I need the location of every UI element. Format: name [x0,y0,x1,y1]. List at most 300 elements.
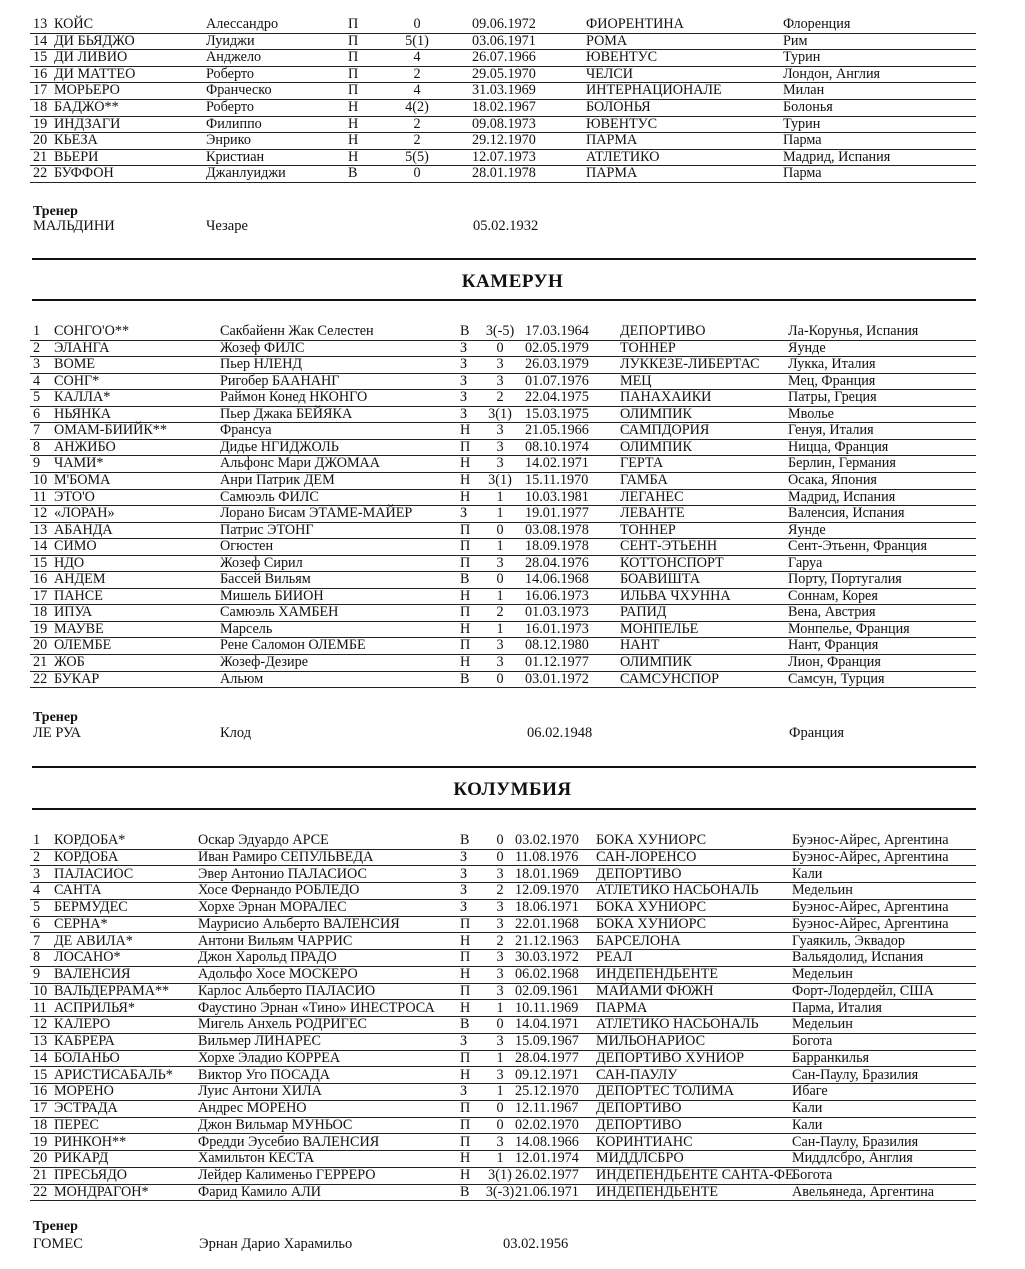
player-number: 16 [33,571,48,588]
player-surname: СОНГ* [54,372,100,389]
player-row [30,916,976,934]
player-caps: 3 [496,982,504,999]
player-surname: ДИ МАТТЕО [54,65,136,82]
player-first-name: Хамильтон КЕСТА [198,1150,315,1167]
player-row [30,356,976,374]
player-number: 12 [33,1016,48,1033]
player-number: 8 [33,438,41,455]
player-birth-date: 12.11.1967 [515,1100,579,1116]
player-caps: 2 [496,882,504,899]
player-club: ДЕПОРТИВО [620,323,706,339]
player-caps: 3(1) [488,471,512,488]
player-club: КОТТОНСПОРТ [620,554,724,571]
player-club-city: Болонья [783,99,833,115]
player-surname: ПЕРЕС [54,1116,99,1133]
player-first-name: Раймон Конед НКОНГО [220,389,368,406]
player-club-city: Генуя, Италия [788,422,874,439]
player-row [30,983,976,1001]
player-first-name: Хорхе Эладио КОРРЕА [198,1049,341,1066]
player-row [30,1016,976,1034]
player-caps: 3 [496,966,504,982]
player-number: 18 [33,604,48,621]
player-first-name: Энрико [206,132,251,149]
player-number: 15 [33,49,48,66]
player-caps: 1 [496,538,504,555]
player-club-city: Яунде [788,521,826,538]
player-first-name: Оскар Эдуардо АРСЕ [198,832,329,848]
player-surname: БУФФОН [54,165,114,182]
player-surname: ВАЛЕНСИЯ [54,966,131,982]
player-surname: ЭЛАНГА [54,339,110,356]
player-number: 2 [33,848,41,865]
player-surname: БОЛАНЬО [54,1049,120,1066]
player-number: 7 [33,422,41,439]
player-first-name: Алессандро [206,16,279,32]
player-row [30,882,976,900]
section-rule-top [32,299,976,301]
player-birth-date: 02.02.1970 [515,1116,579,1133]
player-birth-date: 15.09.1967 [515,1033,579,1049]
player-row [30,132,976,150]
player-club-city: Мадрид, Испания [783,148,891,165]
player-birth-date: 01.03.1973 [525,604,589,621]
player-birth-date: 21.06.1971 [515,1183,579,1200]
player-surname: СИМО [54,538,97,555]
player-surname: ДЕ АВИЛА* [54,932,133,949]
player-position: В [460,571,470,588]
player-club: АТЛЕТИКО НАСЬОНАЛЬ [596,1016,759,1033]
player-row [30,489,976,507]
team-title: КОЛУМБИЯ [453,779,572,800]
player-club: ЛЕГАНЕС [620,488,684,505]
player-club-city: Турин [783,49,821,66]
player-number: 18 [33,99,48,115]
player-caps: 3 [496,438,504,455]
player-club-city: Авельянеда, Аргентина [792,1183,935,1200]
player-club-city: Валенсия, Испания [788,505,905,522]
player-club: АТЛЕТИКО [586,148,660,165]
player-surname: ВОМЕ [54,356,95,373]
coach-label: Тренер [33,204,78,219]
player-club-city: Рим [783,32,808,49]
player-position: Н [460,966,471,982]
player-caps: 3 [496,554,504,571]
player-club-city: Ницца, Франция [788,438,889,455]
player-row [30,849,976,867]
player-number: 18 [33,1116,48,1133]
player-first-name: Лейдер Калименьо ГЕРРЕРО [198,1167,376,1183]
player-first-name: Роберто [206,65,254,82]
player-surname: КАЛЕРО [54,1016,111,1033]
player-birth-date: 16.01.1973 [525,620,589,637]
player-caps: 2 [496,604,504,621]
player-number: 17 [33,587,48,604]
player-number: 11 [33,488,47,505]
player-first-name: Дидье НГИДЖОЛЬ [220,438,339,455]
player-surname: ИНДЗАГИ [54,115,121,132]
player-position: П [460,604,471,621]
player-position: Н [460,999,471,1016]
player-caps: 3 [496,949,504,966]
coach-birth-date: 05.02.1932 [473,218,539,234]
player-number: 13 [33,1033,48,1049]
player-club-city: Парма, Италия [792,999,882,1016]
player-club: ЛЕВАНТЕ [620,505,685,522]
player-surname: МАУВЕ [54,620,104,637]
player-club: ПАНАХАИКИ [620,389,712,406]
player-row [30,16,976,34]
player-club-city: Мволье [788,405,834,422]
player-row [30,505,976,523]
player-club-city: Сан-Паулу, Бразилия [792,1066,919,1083]
player-position: П [348,82,359,99]
player-club: БОКА ХУНИОРС [596,899,707,915]
coach-birth-date: 06.02.1948 [527,725,593,741]
player-first-name: Сакбайенн Жак Селестен [220,323,374,339]
player-caps: 3(1) [488,1167,512,1183]
player-club-city: Монпелье, Франция [788,620,910,637]
player-position: В [460,1016,470,1033]
player-club: САМСУНСПОР [620,670,720,687]
player-row [30,439,976,457]
player-position: П [460,949,471,966]
player-first-name: Антони Вильям ЧАРРИС [198,932,353,949]
player-club: ЛУККЕЗЕ-ЛИБЕРТАС [620,356,760,373]
player-first-name: Хосе Фернандо РОБЛЕДО [198,882,360,899]
player-surname: КЬЕЗА [54,132,98,149]
player-row [30,49,976,67]
player-row [30,1117,976,1135]
player-number: 7 [33,932,41,949]
coach-surname: ЛЕ РУА [33,725,81,741]
player-first-name: Джон Вильмар МУНЬОС [198,1116,353,1133]
player-first-name: Огюстен [220,538,274,555]
player-birth-date: 02.09.1961 [515,982,579,999]
player-club-city: Самсун, Турция [788,670,885,687]
player-birth-date: 14.08.1966 [515,1133,579,1150]
player-number: 21 [33,148,48,165]
player-club-city: Кали [792,865,823,882]
player-club: ОЛИМПИК [620,405,692,422]
player-surname: ЖОБ [54,654,85,670]
player-birth-date: 15.03.1975 [525,405,589,422]
player-surname: ДИ ЛИВИО [54,49,128,66]
player-number: 6 [33,405,41,422]
player-number: 21 [33,1167,48,1183]
player-birth-date: 28.01.1978 [472,165,536,182]
player-first-name: Хорхе Эрнан МОРАЛЕС [198,899,347,915]
player-position: П [460,521,471,538]
player-first-name: Джанлуиджи [206,165,286,182]
player-number: 12 [33,505,48,522]
coach-birth-date: 03.02.1956 [503,1236,569,1252]
player-club-city: Буэнос-Айрес, Аргентина [792,899,949,915]
player-row [30,1083,976,1101]
player-number: 4 [33,882,41,899]
player-row [30,1050,976,1068]
player-surname: ОЛЕМБЕ [54,637,112,654]
player-surname: ОМАМ-БИИЙК** [54,422,167,439]
player-surname: КАБРЕРА [54,1033,115,1049]
player-number: 19 [33,115,48,132]
player-surname: МОРЬЕРО [54,82,120,99]
player-club-city: Флоренция [783,16,851,32]
player-club-city: Кали [792,1100,823,1116]
player-caps: 4 [413,82,421,99]
player-surname: ПАНСЕ [54,587,103,604]
player-number: 4 [33,372,41,389]
player-caps: 0 [496,848,504,865]
player-club: РЕАЛ [596,949,633,966]
player-first-name: Иван Рамиро СЕПУЛЬВЕДА [198,848,374,865]
player-position: Н [460,422,471,439]
player-birth-date: 10.03.1981 [525,488,589,505]
player-club-city: Медельин [792,1016,853,1033]
player-caps: 0 [496,1116,504,1133]
player-first-name: Самюэль ФИЛС [220,488,319,505]
player-number: 1 [33,323,41,339]
player-club: ТОННЕР [620,339,676,356]
coach-country: Франция [789,725,845,741]
player-club-city: Барранкилья [792,1049,870,1066]
player-caps: 5(5) [405,148,429,165]
player-club: САМПДОРИЯ [620,422,710,439]
player-club: ОЛИМПИК [620,438,692,455]
player-birth-date: 31.03.1969 [472,82,536,99]
player-caps: 1 [496,1150,504,1167]
player-birth-date: 14.04.1971 [515,1016,579,1033]
player-birth-date: 28.04.1976 [525,554,589,571]
player-club: САН-ПАУЛУ [596,1066,678,1083]
player-birth-date: 12.09.1970 [515,882,579,899]
player-first-name: Виктор Уго ПОСАДА [198,1066,331,1083]
player-caps: 2 [413,65,421,82]
player-birth-date: 03.06.1971 [472,32,536,49]
section-rule-bottom [32,258,976,260]
player-first-name: Жозеф-Дезире [220,654,308,670]
player-row [30,165,976,183]
player-club: НАНТ [620,637,660,654]
player-number: 9 [33,966,41,982]
player-number: 8 [33,949,41,966]
player-row [30,116,976,134]
player-row [30,1100,976,1118]
player-first-name: Франсуа [220,422,272,439]
player-position: П [460,1116,471,1133]
coach-first-name: Чезаре [206,218,248,234]
player-club-city: Берлин, Германия [788,455,896,472]
player-row [30,99,976,117]
player-row [30,82,976,100]
player-first-name: Пьер Джака БЕЙЯКА [220,405,353,422]
player-surname: КОЙС [54,16,94,32]
player-number: 21 [33,654,48,670]
player-club: МЕЦ [620,372,652,389]
player-club-city: Богота [792,1033,833,1049]
player-surname: НДО [54,554,85,571]
player-first-name: Джон Харольд ПРАДО [198,949,337,966]
player-number: 2 [33,339,41,356]
player-caps: 0 [496,521,504,538]
player-first-name: Рене Саломон ОЛЕМБЕ [220,637,366,654]
player-surname: СОНГО'О** [54,323,130,339]
player-birth-date: 06.02.1968 [515,966,579,982]
team-title: КАМЕРУН [461,271,564,292]
player-club: РАПИД [620,604,667,621]
player-number: 9 [33,455,41,472]
player-club: РОМА [586,32,628,49]
player-birth-date: 28.04.1977 [515,1049,579,1066]
player-surname: БАДЖО** [54,99,119,115]
player-club-city: Вальядолид, Испания [792,949,924,966]
player-surname: «ЛОРАН» [54,505,115,522]
player-club: ФИОРЕНТИНА [586,16,684,32]
player-position: Н [460,1167,471,1183]
player-number: 3 [33,356,41,373]
player-club-city: Буэнос-Айрес, Аргентина [792,915,949,932]
player-row [30,621,976,639]
player-club-city: Медельин [792,966,853,982]
player-surname: СЕРНА* [54,915,108,932]
player-caps: 0 [496,670,504,687]
player-row [30,604,976,622]
player-caps: 3 [496,455,504,472]
player-position: П [460,1049,471,1066]
player-caps: 4 [413,49,421,66]
player-position: В [460,670,470,687]
player-first-name: Бассей Вильям [220,571,311,588]
player-number: 20 [33,132,48,149]
player-club: ДЕПОРТЕС ТОЛИМА [596,1083,734,1100]
player-caps: 1 [496,620,504,637]
player-club: АТЛЕТИКО НАСЬОНАЛЬ [596,882,759,899]
player-club-city: Богота [792,1167,833,1183]
player-position: Н [348,99,359,115]
player-position: П [460,982,471,999]
player-row [30,832,976,850]
player-row [30,949,976,967]
player-caps: 3 [496,422,504,439]
player-row [30,472,976,490]
player-position: Н [460,471,471,488]
player-club: БОЛОНЬЯ [586,99,651,115]
player-first-name: Анри Патрик ДЕМ [220,471,335,488]
player-row [30,373,976,391]
player-caps: 1 [496,587,504,604]
player-position: П [460,637,471,654]
player-number: 19 [33,620,48,637]
player-number: 22 [33,670,48,687]
player-club: ГЕРТА [620,455,664,472]
player-number: 16 [33,1083,48,1100]
player-club: БОКА ХУНИОРС [596,832,707,848]
player-first-name: Роберто [206,99,254,115]
player-caps: 1 [496,1083,504,1100]
player-surname: МОРЕНО [54,1083,114,1100]
coach-surname: ГОМЕС [33,1236,83,1252]
player-row [30,522,976,540]
player-club: ИНДЕПЕНДЬЕНТЕ [596,966,719,982]
player-surname: ЛОСАНО* [54,949,121,966]
player-club: МИЛЬОНАРИОС [596,1033,706,1049]
player-first-name: Луис Антони ХИЛА [198,1083,322,1100]
player-surname: ЭСТРАДА [54,1100,118,1116]
player-club-city: Порту, Португалия [788,571,902,588]
player-club-city: Осака, Япония [788,471,877,488]
player-caps: 5(1) [405,32,429,49]
player-club: БАРСЕЛОНА [596,932,681,949]
player-row [30,555,976,573]
player-club-city: Парма [783,165,822,182]
player-club: ДЕПОРТИВО [596,1100,682,1116]
player-row [30,571,976,589]
player-club-city: Мец, Франция [788,372,876,389]
player-club-city: Форт-Лодердейл, США [792,982,934,999]
player-club: ДЕПОРТИВО [596,1116,682,1133]
player-surname: ПАЛАСИОС [54,865,134,882]
player-first-name: Франческо [206,82,272,99]
player-position: З [460,405,468,422]
player-club: ПАРМА [596,999,648,1016]
player-club-city: Буэнос-Айрес, Аргентина [792,832,949,848]
player-birth-date: 29.05.1970 [472,65,536,82]
coach-first-name: Клод [220,725,252,741]
player-club-city: Мадрид, Испания [788,488,896,505]
player-club: КОРИНТИАНС [596,1133,693,1150]
player-club: ИНДЕПЕНДЬЕНТЕ [596,1183,719,1200]
player-club: ПАРМА [586,165,638,182]
player-birth-date: 03.01.1972 [525,670,589,687]
player-caps: 0 [496,339,504,356]
player-club-city: Вена, Австрия [788,604,876,621]
player-row [30,588,976,606]
player-first-name: Патрис ЭТОНГ [220,521,314,538]
player-position: П [460,915,471,932]
player-birth-date: 14.06.1968 [525,571,589,588]
player-surname: АНЖИБО [54,438,116,455]
player-first-name: Маурисио Альберто ВАЛЕНСИЯ [198,915,400,932]
player-first-name: Анджело [206,49,262,66]
player-number: 5 [33,899,41,915]
player-row [30,66,976,84]
player-first-name: Мигель Анхель РОДРИГЕС [198,1016,367,1033]
coach-first-name: Эрнан Дарио Харамильо [199,1236,353,1252]
player-club-city: Яунде [788,339,826,356]
player-caps: 3 [496,865,504,882]
player-first-name: Марсель [220,620,273,637]
player-club: ОЛИМПИК [620,654,692,670]
player-club-city: Буэнос-Айрес, Аргентина [792,848,949,865]
player-first-name: Луиджи [206,32,255,49]
player-row [30,933,976,951]
player-birth-date: 22.04.1975 [525,389,589,406]
player-position: З [460,899,468,915]
player-row [30,455,976,473]
player-caps: 0 [496,1016,504,1033]
player-position: В [460,832,470,848]
player-position: Н [460,1066,471,1083]
player-row [30,1184,976,1202]
player-position: П [348,49,359,66]
player-position: Н [348,132,359,149]
player-birth-date: 09.08.1973 [472,115,536,132]
player-surname: РИКАРД [54,1150,109,1167]
player-number: 13 [33,521,48,538]
player-birth-date: 21.05.1966 [525,422,589,439]
player-caps: 2 [496,389,504,406]
player-position: З [460,389,468,406]
player-caps: 3(1) [488,405,512,422]
